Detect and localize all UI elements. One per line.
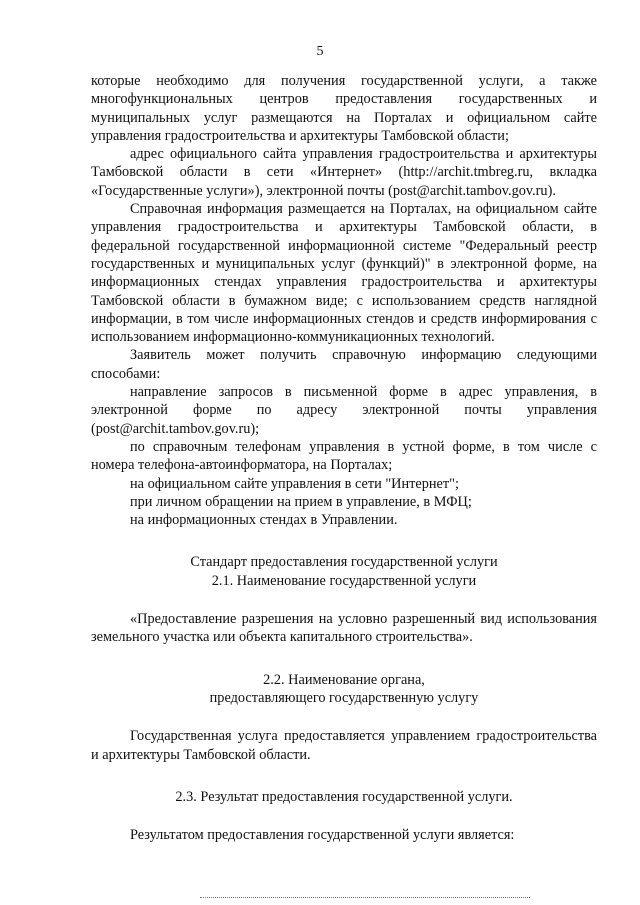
page-number: 5 — [316, 44, 324, 59]
paragraph: по справочным телефонам управления в устной форме, в том числе с номера телефона-автоинформатора, на Порталах; — [91, 438, 597, 474]
subsection-title: 2.1. Наименование государственной услуги — [211, 572, 477, 589]
document-body — [91, 72, 597, 844]
paragraph: на информационных стендах в Управлении. — [130, 512, 398, 529]
paragraph: Справочная информация размещается на Порталах, на официальном сайте управления градостроительства и архитектуры Тамбовской области, в федеральной государственной информационной системе "Федеральный реестр государственных и муниципальных услуг (функций)" в электронной форме, на информационных стендах управления градостроительства и архитектуры Тамбовской области в бумажном виде; с использованием средств наглядной информации, в том числе информационных стендов и средств информирования с использованием информационно-коммуникационных технологий. — [91, 201, 597, 346]
section-title: Стандарт предоставления государственной услуги — [190, 554, 498, 571]
paragraph: адрес официального сайта управления градостроительства и архитектуры Тамбовской области в сети «Интернет» (http://archit.tmbreg.ru, вкладка «Государственные услуги»), электронной почты (post@archit.tambov.gov.ru). — [91, 146, 597, 199]
paragraph: направление запросов в письменной форме в адрес управления, в электронной форме по адресу электронной почты управления (post@archit.tambov.gov.ru); — [91, 384, 597, 437]
subsection-title: предоставляющего государственную услугу — [209, 689, 479, 706]
subsection-title: 2.2. Наименование органа, — [263, 671, 425, 688]
paragraph: на официальном сайте управления в сети "Интернет"; — [130, 475, 459, 492]
paragraph: Заявитель может получить справочную информацию следующими способами: — [91, 347, 597, 382]
subsection-title: 2.3. Результат предоставления государственной услуги. — [175, 788, 513, 805]
paragraph: которые необходимо для получения государственной услуги, а также многофункциональных центров предоставления государственных и муниципальных услуг размещаются на Порталах и официальном сайте управления градостроительства и архитектуры Тамбовской области; — [91, 73, 597, 144]
paragraph: Результатом предоставления государственной услуги является: — [130, 827, 515, 844]
paragraph: Государственная услуга предоставляется управлением градостроительства и архитектуры Тамбовской области. — [91, 728, 597, 763]
footer-rule — [200, 897, 530, 898]
paragraph: «Предоставление разрешения на условно разрешенный вид использования земельного участка или объекта капитального строительства». — [91, 611, 597, 646]
paragraph: при личном обращении на прием в управление, в МФЦ; — [130, 493, 472, 510]
